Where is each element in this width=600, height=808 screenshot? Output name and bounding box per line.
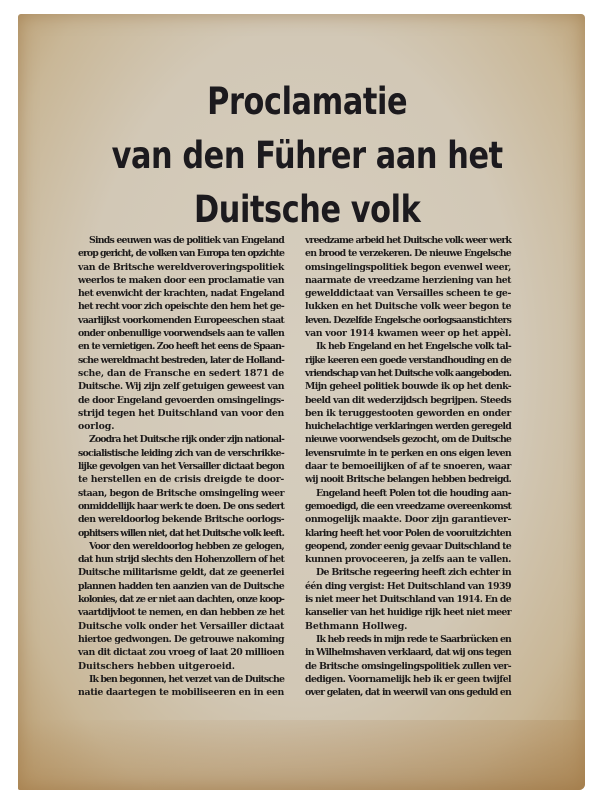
- body-text-line: de door Engeland gevoerden omsingelings-: [78, 394, 284, 406]
- body-text-line: Zoodra het Duitsche rijk onder zijn national-: [89, 434, 284, 446]
- title-line-2: van den Führer aan het: [111, 134, 503, 177]
- body-text-line: het recht voor zich opeischte den hem het ge-: [78, 301, 284, 313]
- body-text-line: klaring heeft het voor Polen de vooruitzichten: [305, 527, 511, 539]
- body-text-line: te herstellen en de crisis dreigde te door-: [78, 474, 284, 486]
- body-text-line: wij nooit Britsche belangen hebben bedreigd.: [305, 474, 511, 486]
- body-text-line: Ik ben begonnen, het verzet van de Duitsche: [89, 673, 284, 685]
- body-text-line: dedigen. Voornamelijk heb ik er geen twijfel: [305, 673, 511, 685]
- body-text-line: socialistische leiding zich van de verschrikke-: [78, 447, 284, 459]
- body-text-line: De Britsche regeering heeft zich echter in: [316, 567, 511, 579]
- body-text-line: het evenwicht der krachten, nadat Engeland: [78, 288, 284, 300]
- body-text-line: Ik heb reeds in mijn rede te Saarbrücken en: [316, 633, 511, 645]
- body-text-line: leven. Dezelfde Engelsche oorlogsaanstichters: [305, 314, 511, 326]
- poster-title: [75, 75, 540, 237]
- body-text-line: Mijn geheel politiek bouwde ik op het denk-: [305, 381, 511, 393]
- body-text-line: lijke gevolgen van het Versailler dictaat begon: [78, 461, 284, 473]
- body-text-line: Sinds eeuwen was de politiek van Engeland: [89, 235, 284, 246]
- title-line-3: Duitsche volk: [193, 188, 421, 231]
- body-text-line: Voor den wereldoorlog hebben ze gelogen,: [89, 540, 284, 552]
- body-text-line: sche, dan de Fransche en sedert 1871 de: [78, 367, 284, 379]
- body-text-line: kanselier van het huidige rijk heet niet meer: [305, 607, 511, 619]
- body-text-line: natie daartegen te mobiliseeren en in een: [78, 687, 284, 699]
- body-text-line: onmiddellijk haar werk te doen. De ons sedert: [78, 500, 284, 512]
- body-text-line: naarmate de vreedzame herziening van het: [305, 274, 511, 286]
- body-text-line: daar te bemoeilijken of af te snoeren, waar: [305, 461, 511, 473]
- body-text-line: erop gericht, de volken van Europa ten opzichte: [78, 248, 284, 260]
- body-text-line: onmogelijk maakte. Door zijn garantiever-: [305, 514, 511, 526]
- body-text-line: van dit dictaat zou vroeg of laat 20 millioen: [78, 647, 284, 659]
- body-text-line: vaartdijvloot te nemen, en dan hebben ze het: [78, 607, 284, 619]
- body-text-line: staan, begon de Britsche omsingeling weer: [78, 487, 284, 499]
- body-text-line: is niet meer het Duitschland van 1914. En de: [305, 594, 511, 606]
- body-text-line: Duitsche. Wij zijn zelf getuigen geweest van: [78, 381, 284, 393]
- body-text-line: geopend, zonder eenig gevaar Duitschland te: [305, 540, 511, 552]
- body-text-line: lukken en het Duitsche volk weer begon te: [305, 301, 511, 313]
- body-text-line: van de Britsche wereldveroveringspolitiek: [78, 261, 284, 273]
- body-text-line: levensruimte in te perken en ons eigen leven: [305, 447, 511, 459]
- body-text-line: plannen hadden ten aanzien van de Duitsche: [78, 580, 284, 592]
- body-text-line: beeld van dit wederzijdsch begrijpen. Steeds: [305, 394, 511, 406]
- text-column-left: [78, 234, 284, 699]
- body-text-line: en te vernietigen. Zoo heeft het eens de Spaan-: [78, 341, 284, 353]
- body-text-line: onder onbenullige voorwendsels aan te vallen: [78, 328, 284, 340]
- body-text-line: Ik heb Engeland en het Engelsche volk tal-: [316, 341, 511, 353]
- body-text-line: Duitsche militarisme geldt, dat ze geenerlei: [78, 567, 284, 579]
- body-text-line: ben ik teruggestooten geworden en onder: [305, 407, 511, 419]
- body-text-line: weerlos te maken door een proclamatie van: [78, 274, 284, 286]
- body-text-line: rijke keeren een goede verstandhouding en de: [305, 354, 511, 366]
- body-text-line: kunnen provoceeren, ja zelfs aan te vallen.: [305, 554, 511, 566]
- body-text-line: vaarlijkst voorkomenden Europeeschen staat: [78, 314, 284, 326]
- body-text-line: oorlog.: [78, 421, 115, 433]
- body-text-line: nieuwe voorwendsels gezocht, om de Duitsche: [305, 434, 511, 446]
- body-text-line: hiertoe gedwongen. De getrouwe nakoming: [78, 633, 284, 645]
- body-text-line: den wereldoorlog bekende Britsche oorlogs-: [78, 514, 284, 526]
- body-text-line: Bethmann Hollweg.: [305, 620, 408, 632]
- body-text-line: over gelaten, dat in weerwil van ons geduld en: [305, 687, 511, 699]
- body-text-line: ophitsers willen niet, dat het Duitsche volk leeft.: [78, 527, 284, 539]
- body-text-line: en brood te verzekeren. De nieuwe Engelsche: [305, 248, 511, 260]
- body-text-line: vriendschap van het Duitsche volk aangeboden.: [305, 367, 511, 379]
- body-text-line: Engeland heeft Polen tot die houding aan-: [316, 487, 511, 499]
- body-text-line: strijd tegen het Duitschland van voor den: [78, 407, 284, 419]
- body-text-line: gewelddictaat van Versailles scheen te ge-: [305, 288, 511, 300]
- body-text-line: Duitschers hebben uitgeroeid.: [78, 660, 235, 672]
- body-text-line: in Wilhelmshaven verklaard, dat wij ons tegen: [305, 647, 511, 659]
- body-text-line: vreedzame arbeid het Duitsche volk weer werk: [305, 235, 511, 246]
- body-text-line: gemoedigd, die een vreedzame overeenkomst: [305, 500, 511, 512]
- body-text-line: de Britsche omsingelingspolitiek zullen ver-: [305, 660, 511, 672]
- body-text-line: omsingelingspolitiek begon evenwel weer,: [305, 261, 511, 273]
- body-text-line: sche wereldmacht bestreden, later de Holland-: [78, 354, 284, 366]
- body-text-line: dat hun strijd slechts den Hohenzollern of het: [78, 554, 284, 566]
- title-line-1: Proclamatie: [207, 80, 408, 123]
- text-column-right: [305, 234, 511, 699]
- body-text-line: van voor 1914 kwamen weer op het appèl.: [305, 328, 511, 340]
- body-text-line: Duitsche volk onder het Versailler dictaat: [78, 620, 284, 632]
- body-text-line: één ding vergist: Het Duitschland van 1939: [305, 580, 511, 592]
- body-text-line: kolonies, dat ze er niet aan dachten, onze koop-: [78, 594, 284, 606]
- body-text-line: huichelachtige verklaringen werden geregeld: [305, 421, 511, 433]
